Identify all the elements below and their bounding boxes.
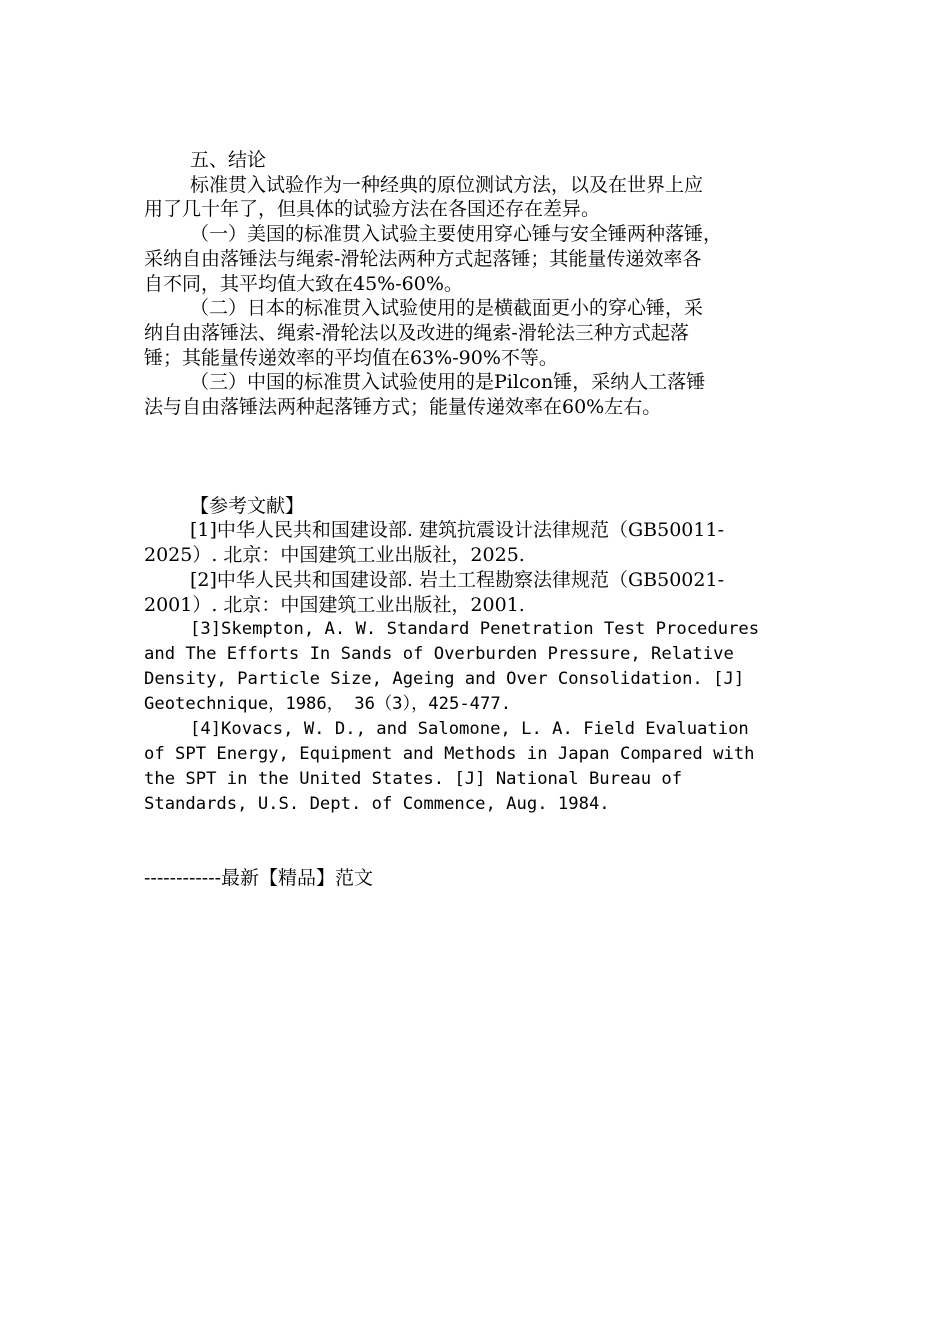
reference-line: [3]Skempton, A. W. Standard Penetration Test Procedures	[190, 619, 760, 640]
reference-item-3	[144, 617, 804, 717]
section-heading-conclusion: 五、结论	[190, 149, 267, 171]
conclusion-item-usa	[144, 222, 804, 296]
reference-line: [4]Kovacs, W. D., and Salomone, L. A. Field Evaluation	[190, 718, 749, 739]
paragraph-line: 自不同，其平均值大致在45%-60%。	[144, 272, 463, 295]
paragraph-line: （一）美国的标准贯入试验主要使用穿心锤与安全锤两种落锤，	[190, 223, 723, 246]
paragraph-line: 用了几十年了，但具体的试验方法在各国还存在差异。	[144, 198, 601, 221]
reference-item-1	[144, 518, 804, 567]
reference-line: Standards, U.S. Dept. of Commence, Aug. 1984.	[144, 793, 610, 814]
paragraph-line: （三）中国的标准贯入试验使用的是Pilcon锤，采纳人工落锤	[190, 371, 706, 394]
conclusion-intro-paragraph	[144, 173, 804, 222]
reference-line: [2]中华人民共和国建设部. 岩土工程勘察法律规范（GB50021-	[190, 568, 724, 591]
reference-line: 2025）. 北京：中国建筑工业出版社，2025.	[144, 544, 525, 567]
reference-line: Density, Particle Size, Ageing and Over Consolidation. [J]	[144, 669, 745, 690]
paragraph-line: 纳自由落锤法、绳索-滑轮法以及改进的绳索-滑轮法三种方式起落	[144, 321, 689, 344]
footer-note: ------------最新【精品】范文	[144, 866, 374, 889]
reference-line: [1]中华人民共和国建设部. 建筑抗震设计法律规范（GB50011-	[190, 519, 724, 542]
footer-spacer	[144, 817, 804, 866]
reference-item-2	[144, 568, 804, 617]
conclusion-item-china	[144, 370, 804, 419]
section-spacer	[144, 420, 804, 494]
reference-item-4	[144, 717, 804, 817]
section-heading-references: 【参考文献】	[190, 494, 305, 517]
reference-line: Geotechnique，1986， 36（3），425-477.	[144, 693, 512, 714]
paragraph-line: 采纳自由落锤法与绳索-滑轮法两种方式起落锤；其能量传递效率各	[144, 247, 702, 270]
paragraph-line: 锤；其能量传递效率的平均值在63%-90%不等。	[144, 346, 558, 369]
paragraph-line: （二）日本的标准贯入试验使用的是横截面更小的穿心锤，采	[190, 297, 704, 320]
reference-line: 2001）. 北京：中国建筑工业出版社，2001.	[144, 593, 525, 616]
reference-line: of SPT Energy, Equipment and Methods in Japan Compared with	[144, 743, 755, 764]
paragraph-line: 法与自由落锤法两种起落锤方式；能量传递效率在60%左右。	[144, 396, 662, 419]
reference-line: the SPT in the United States. [J] National Bureau of	[144, 768, 683, 789]
paragraph-line: 标准贯入试验作为一种经典的原位测试方法，以及在世界上应	[190, 173, 704, 196]
reference-line: and The Efforts In Sands of Overburden Pressure, Relative	[144, 644, 734, 665]
conclusion-item-japan	[144, 296, 804, 370]
document-content	[144, 148, 804, 890]
